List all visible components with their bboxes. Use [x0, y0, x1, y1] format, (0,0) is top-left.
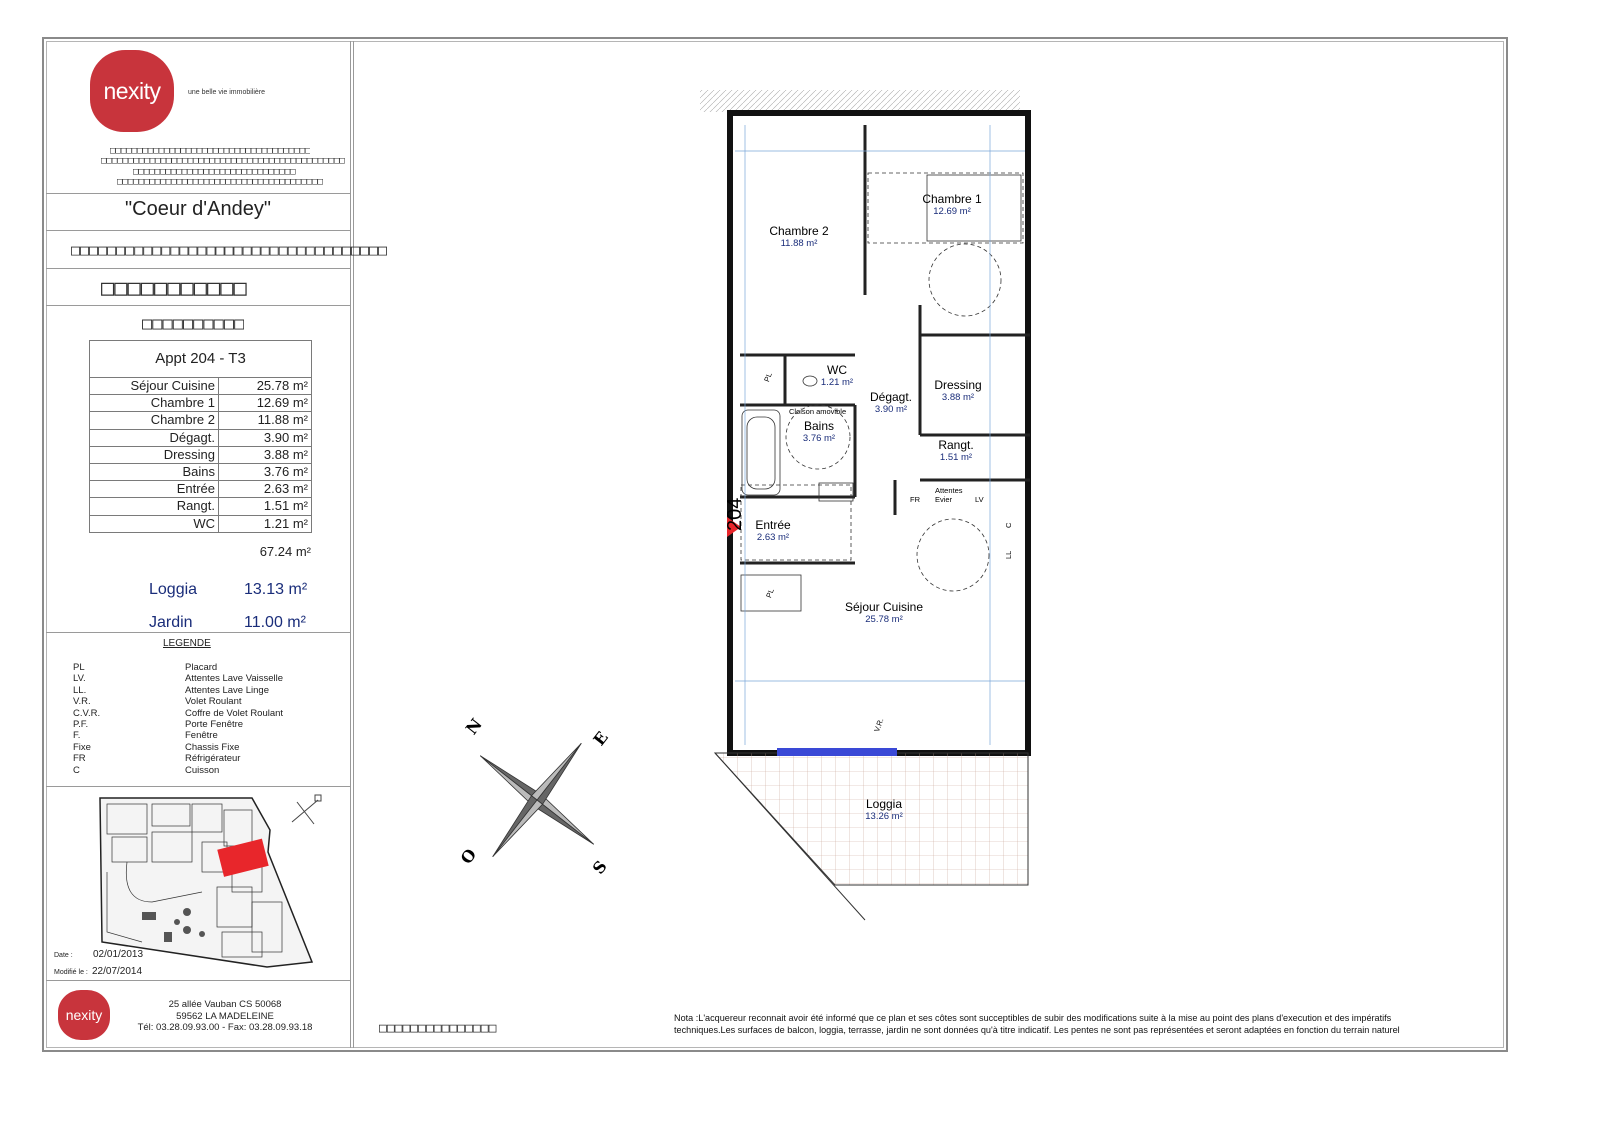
separator	[46, 268, 350, 269]
legend-abbr: V.R.	[73, 696, 91, 708]
address-line: 59562 LA MADELEINE	[176, 1010, 274, 1022]
compass-s: S	[588, 856, 611, 878]
compass-rose	[455, 712, 625, 882]
disclaimer-note	[674, 1013, 1494, 1036]
legend-desc: Cuisson	[185, 764, 220, 776]
sidebar-divider	[350, 41, 354, 1048]
room-name: Dressing	[90, 446, 219, 463]
project-glyph-row: □□□□□□□□□□	[142, 314, 245, 334]
legend-abbr: P.F.	[73, 719, 89, 730]
legend-abbr: C	[73, 764, 80, 776]
legend-desc: Chassis Fixe	[185, 741, 240, 753]
disclaimer-line: Nota :L'acquereur reconnait avoir été informé que ce plan et ses côtes sont succeptibles de subir des modifications suite à la mise au point des plans d'execution et des impératifs	[674, 1013, 1392, 1023]
plan-label-pl: PL	[762, 371, 774, 384]
plan-label-pl: PL	[764, 587, 776, 600]
plan-room-name: WC	[827, 363, 847, 377]
header-glyph-line: □□□□□□□□□□□□□□□□□□□□□□□□□□□□□□□□□□□□□□□□□□□□□	[101, 156, 345, 166]
room-area: 12.69 m²	[219, 395, 312, 412]
logo-text: nexity	[103, 77, 161, 104]
plan-room-area: 1.51 m²	[939, 452, 973, 463]
plan-room-area: 13.26 m²	[865, 811, 903, 822]
plan-label-vr: V.R.	[872, 716, 886, 734]
jardin-area: 11.00 m²	[244, 614, 306, 631]
compass-e: E	[589, 727, 612, 750]
plan-room-area: 3.76 m²	[802, 433, 836, 444]
address-line: 25 allée Vauban CS 50068	[168, 999, 282, 1010]
legend-abbr: LL.	[73, 684, 87, 696]
total-area: 67.24 m²	[259, 544, 311, 559]
room-area: 3.88 m²	[219, 446, 312, 463]
address-line: Tél: 03.28.09.93.00 - Fax: 03.28.09.93.18	[137, 1022, 313, 1033]
room-name: WC	[90, 515, 219, 532]
separator	[46, 193, 350, 194]
table-row	[90, 481, 312, 498]
table-row	[90, 446, 312, 463]
legend-abbr: C.V.R.	[73, 707, 101, 719]
plan-room-name: Chambre 2	[769, 224, 829, 238]
plan-label-lv: LV	[975, 495, 984, 504]
plan-room-area: 3.90 m²	[874, 404, 908, 415]
separator	[46, 230, 350, 231]
header-glyph-line: □□□□□□□□□□□□□□□□□□□□□□□□□□□□□□	[133, 167, 296, 177]
legend-abbr: PL	[73, 662, 85, 673]
nexity-logo-small	[58, 990, 110, 1040]
modified-label: Modifié le :	[54, 969, 88, 976]
jardin-label: Jardin	[149, 614, 193, 631]
table-row	[90, 515, 312, 532]
loggia-area: 13.13 m²	[244, 581, 308, 598]
room-area: 2.63 m²	[219, 481, 312, 498]
plan-room-name: Rangt.	[938, 438, 974, 452]
project-title: "Coeur d'Andey"	[125, 198, 271, 220]
legend-abbr: F.	[73, 730, 81, 742]
room-area: 3.90 m²	[219, 429, 312, 446]
plan-room-area: 11.88 m²	[780, 238, 818, 249]
unit-number: 204	[724, 497, 746, 531]
plan-room-name: Séjour Cuisine	[844, 600, 924, 614]
legend-desc: Attentes Lave Vaisselle	[185, 673, 284, 685]
plan-label-fr: FR	[910, 495, 920, 504]
plan-room-name: Bains	[803, 419, 835, 433]
room-name: Séjour Cuisine	[90, 378, 219, 395]
plan-room-name: Dégagt.	[869, 390, 913, 404]
room-name: Entrée	[90, 481, 219, 498]
site-plan-north-arrow	[292, 795, 321, 824]
room-area: 25.78 m²	[219, 378, 312, 395]
legend-title: LEGENDE	[163, 638, 211, 649]
legend-desc: Réfrigérateur	[185, 753, 241, 765]
plan-label-attentes: Attentes	[935, 486, 963, 495]
plan-room-area: 1.21 m²	[820, 377, 854, 388]
modified-value: 22/07/2014	[92, 966, 143, 977]
window-glass	[777, 748, 897, 756]
table-row	[90, 395, 312, 412]
plan-room-name: Loggia	[865, 797, 903, 811]
legend-abbr: FR	[73, 753, 86, 765]
room-name: Bains	[90, 463, 219, 480]
plan-room-area: 2.63 m²	[756, 532, 790, 543]
date-label: Date :	[54, 952, 73, 959]
legend-desc: Fenêtre	[185, 730, 218, 742]
plan-label-ll: LL	[1004, 550, 1013, 559]
plan-label-cloison: Cloison amovible	[789, 407, 847, 416]
project-glyph-row: □□□□□□□□□□□□□□□□□□□□□□□□□□□□□□□□□□□	[71, 241, 388, 259]
address-block	[120, 999, 330, 1034]
plan-room-name: Entrée	[755, 518, 791, 532]
plan-label-c: C	[1004, 522, 1013, 528]
logo-text: nexity	[65, 1007, 103, 1023]
separator	[46, 305, 350, 306]
room-area: 1.51 m²	[219, 498, 312, 515]
bottom-glyph-row: □□□□□□□□□□□□□□□	[379, 1021, 497, 1036]
legend-abbr: Fixe	[73, 741, 91, 753]
table-row	[90, 463, 312, 480]
room-name: Dégagt.	[90, 429, 219, 446]
legend-desc: Coffre de Volet Roulant	[185, 707, 284, 719]
table-row	[90, 498, 312, 515]
date-value: 02/01/2013	[93, 949, 144, 960]
room-name: Chambre 2	[90, 412, 219, 429]
room-area-table	[89, 340, 312, 533]
compass-o: O	[456, 844, 481, 868]
legend-desc: Attentes Lave Linge	[185, 684, 269, 696]
legend-abbr: LV.	[73, 673, 86, 685]
room-name: Chambre 1	[90, 395, 219, 412]
room-area: 3.76 m²	[219, 463, 312, 480]
plan-label-evier: Evier	[935, 495, 953, 504]
table-row	[90, 378, 312, 395]
table-row	[90, 429, 312, 446]
legend-desc: Placard	[185, 662, 218, 673]
compass-n: N	[461, 714, 486, 739]
separator	[46, 786, 350, 787]
plan-room-name: Dressing	[934, 378, 982, 392]
separator	[46, 980, 350, 981]
plan-room-name: Chambre 1	[922, 192, 982, 206]
table-row	[90, 412, 312, 429]
room-name: Rangt.	[90, 498, 219, 515]
plan-room-area: 25.78 m²	[865, 614, 903, 625]
project-glyph-row: □□□□□□□□□□□	[101, 276, 247, 301]
room-area: 1.21 m²	[219, 515, 312, 532]
header-glyph-line: □□□□□□□□□□□□□□□□□□□□□□□□□□□□□□□□□□□□□□	[117, 177, 323, 187]
nexity-logo	[90, 50, 174, 132]
header-glyph-line: □□□□□□□□□□□□□□□□□□□□□□□□□□□□□□□□□□□□□	[110, 146, 311, 156]
legend-desc: Volet Roulant	[185, 696, 242, 708]
separator	[46, 632, 350, 633]
apartment-title: Appt 204 - T3	[90, 341, 312, 378]
plan-room-area: 3.88 m²	[941, 392, 975, 403]
disclaimer-line: techniques.Les surfaces de balcon, loggia, terrasse, jardin ne sont données qu'à titre indicatif. Les pentes ne sont pas représentées et seront adaptées en fonction du terrain naturel	[674, 1024, 1400, 1035]
loggia-label: Loggia	[149, 581, 198, 598]
brand-tagline: une belle vie immobilière	[188, 89, 266, 96]
legend-desc: Porte Fenêtre	[185, 719, 244, 730]
plan-room-area: 12.69 m²	[933, 206, 971, 217]
room-area: 11.88 m²	[219, 412, 312, 429]
floor-plan	[695, 85, 1045, 930]
